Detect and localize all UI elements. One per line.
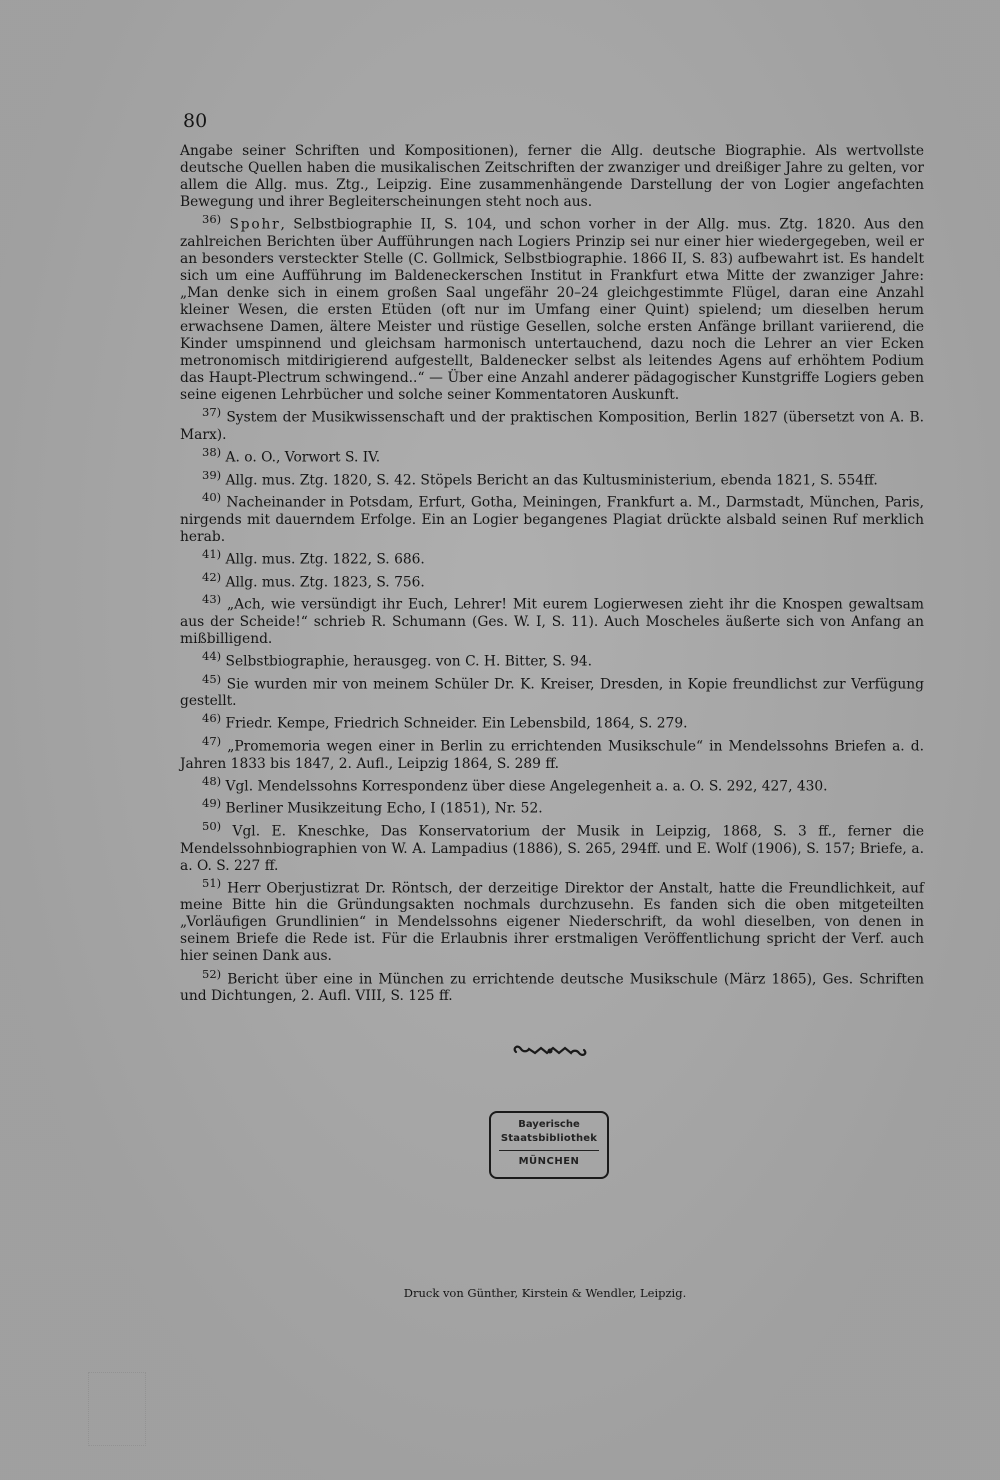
footnote-36 bbox=[180, 211, 924, 404]
footnote-text: Vgl. Mendelssohns Korrespondenz über diese Angelegenheit a. a. O. S. 292, 427, 430. bbox=[225, 778, 828, 795]
footnote-text: Bericht über eine in München zu errichtende deutsche Musikschule (März 1865), Ges. Schriften und Dichtungen, 2. Aufl. VIII, S. 125 ff. bbox=[180, 971, 925, 1005]
footnote-mark: 44) bbox=[202, 649, 222, 664]
footnote-mark: 36) bbox=[202, 212, 222, 227]
footnote-text: A. o. O., Vorwort S. IV. bbox=[225, 449, 381, 466]
footnote-mark: 40) bbox=[202, 490, 222, 505]
footnote-41 bbox=[180, 546, 924, 569]
footnote-42 bbox=[180, 569, 924, 592]
footnote-mark: 48) bbox=[202, 773, 222, 788]
footnote-mark: 46) bbox=[202, 711, 222, 726]
footnote-text: Allg. mus. Ztg. 1820, S. 42. Stöpels Bericht an das Kultusministerium, ebenda 1821, S. 554ff. bbox=[225, 472, 878, 489]
footnote-text: , Selbstbiographie II, S. 104, und schon vorher in der Allg. mus. Ztg. 1820. Aus den zahlreichen Berichten über Aufführungen nach Logiers Prinzip sei nur einer hier wiedergegeben, weil er an besonders versteckter Stelle (C. Gollmick, Selbstbiographie. 1866 II, S. 83) aufbewahrt ist. Es handelt sich um eine Aufführung im Baldeneckerschen Institut in Frankfurt etwa Mitte der zwanziger Jahre: „Man denke sich in einem großen Saal ungefähr 20–24 gleichgestimmte Flügel, daran eine Anzahl kleiner Wesen, die ersten Etüden (oft nur im Umfang einer Quint) spielend; um dieselben herum erwachsene Damen, ältere Meister und rüstige Gesellen, solche ersten Anfänge brillant variierend, die Kinder umspinnend und gleichsam harmonisch untertauchend, dazu noch die Lehrer an vier Ecken metronomisch mitdirigierend aufgestellt, Baldenecker selbst als leitendes Agens auf erhöhtem Podium das Haupt-Plectrum schwingend..“ — Über eine Anzahl anderer pädagogischer Kunstgriffe Logiers geben seine eigenen Lehrbücher und solche seiner Kommentatoren Auskunft. bbox=[180, 216, 925, 404]
footnote-text: Allg. mus. Ztg. 1822, S. 686. bbox=[225, 551, 425, 568]
paragraph-continuation bbox=[180, 143, 924, 211]
footnote-mark: 52) bbox=[202, 966, 222, 981]
footnote-mark: 42) bbox=[202, 569, 222, 584]
footnote-mark: 39) bbox=[202, 467, 222, 482]
stamp-line-1: Bayerische bbox=[518, 1119, 580, 1130]
stamp-divider bbox=[499, 1150, 599, 1151]
footnote-mark: 43) bbox=[202, 592, 222, 607]
footnote-37 bbox=[180, 404, 924, 444]
footnote-44 bbox=[180, 648, 924, 671]
footnote-47 bbox=[180, 733, 924, 773]
footnote-52 bbox=[180, 966, 924, 1006]
footnote-text: Selbstbiographie, herausgeg. von C. H. Bitter, S. 94. bbox=[225, 653, 593, 670]
footnote-text: System der Musikwissenschaft und der praktischen Komposition, Berlin 1827 (übersetzt von A. B. Marx). bbox=[180, 409, 924, 443]
footnote-45 bbox=[180, 671, 924, 711]
footnote-text: Nacheinander in Potsdam, Erfurt, Gotha, Meiningen, Frankfurt a. M., Darmstadt, München, Paris, nirgends mit dauerndem Erfolge. Ein an Logier begangenes Plagiat drückte alsbald seinen Ruf merklich herab. bbox=[180, 494, 924, 545]
stamp-frame bbox=[489, 1111, 609, 1179]
footnote-38 bbox=[180, 444, 924, 467]
footnote-49 bbox=[180, 795, 924, 818]
footnote-50 bbox=[180, 818, 924, 875]
footnote-mark: 41) bbox=[202, 547, 222, 561]
footnote-48 bbox=[180, 773, 924, 796]
decorative-ornament-icon bbox=[510, 1040, 590, 1062]
footnote-text: „Ach, wie versündigt ihr Euch, Lehrer! Mit eurem Logierwesen zieht ihr die Knospen gewaltsam aus der Scheide!“ schrieb R. Schumann (Ges. W. I, S. 11). Auch Moscheles äußerte sich von Anfang an mißbilligend. bbox=[180, 596, 924, 647]
faint-library-mark bbox=[88, 1372, 146, 1446]
page-number: 80 bbox=[183, 110, 208, 132]
paragraph-text: Angabe seiner Schriften und Kompositionen), ferner die Allg. deutsche Biographie. Als wertvollste deutsche Quellen haben die musikalischen Zeitschriften der zwanziger und dreißiger Jahre zu gelten, vor allem die Allg. mus. Ztg., Leipzig. Eine zusammenhängende Darstellung der von Logier angefachten Bewegung und ihrer Begleiterscheinungen steht noch aus. bbox=[180, 143, 924, 211]
library-stamp bbox=[483, 1105, 613, 1183]
footnote-40 bbox=[180, 489, 924, 546]
printer-imprint: Druck von Günther, Kirstein & Wendler, Leipzig. bbox=[403, 1286, 687, 1300]
footnote-mark: 38) bbox=[202, 444, 222, 459]
footnote-mark: 51) bbox=[202, 875, 222, 890]
footnote-text: Berliner Musikzeitung Echo, I (1851), Nr. 52. bbox=[225, 800, 543, 817]
footnote-text: Friedr. Kempe, Friedrich Schneider. Ein Lebensbild, 1864, S. 279. bbox=[225, 715, 688, 732]
stamp-line-3: MÜNCHEN bbox=[518, 1156, 580, 1167]
footnote-text: Sie wurden mir von meinem Schüler Dr. K. Kreiser, Dresden, in Kopie freundlichst zur Verfügung gestellt. bbox=[180, 676, 925, 710]
footnote-mark: 49) bbox=[202, 796, 222, 811]
footnote-46 bbox=[180, 710, 924, 733]
footnotes-text bbox=[180, 143, 924, 1005]
footnote-43 bbox=[180, 591, 924, 648]
footnote-text: Vgl. E. Kneschke, Das Konservatorium der Musik in Leipzig, 1868, S. 3 ff., ferner die Mendelssohnbiographien von W. A. Lampadius (1886), S. 265, 294ff. und E. Wolf (1906), S. 157; Briefe, a. a. O. S. 227 ff. bbox=[180, 823, 924, 874]
footnote-text: „Promemoria wegen einer in Berlin zu errichtenden Musikschule“ in Mendelssohns Briefen a. d. Jahren 1833 bis 1847, 2. Aufl., Leipzig 1864, S. 289 ff. bbox=[180, 738, 924, 772]
spaced-author: Spohr bbox=[229, 216, 281, 233]
footnote-mark: 37) bbox=[202, 405, 222, 420]
footnote-39 bbox=[180, 467, 924, 490]
footnote-text: Allg. mus. Ztg. 1823, S. 756. bbox=[225, 574, 425, 591]
footnote-mark: 45) bbox=[202, 671, 222, 686]
footnote-51 bbox=[180, 875, 924, 966]
footnote-text: Herr Oberjustizrat Dr. Röntsch, der derzeitige Direktor der Anstalt, hatte die Freundlichkeit, auf meine Bitte hin die Gründungsakten nochmals durchzusehn. Es fanden sich die oben mitgeteilten „Vorläufigen Grundlinien“ in Mendelssohns eigener Niederschrift, da wohl dieselben, von denen in seinem Briefe die Rede ist. Für die Erlaubnis ihrer erstmaligen Veröffentlichung spricht der Verf. auch hier seinen Dank aus. bbox=[180, 880, 924, 965]
footnote-mark: 50) bbox=[202, 818, 222, 833]
footnote-mark: 47) bbox=[202, 733, 222, 748]
stamp-line-2: Staatsbibliothek bbox=[500, 1133, 598, 1144]
